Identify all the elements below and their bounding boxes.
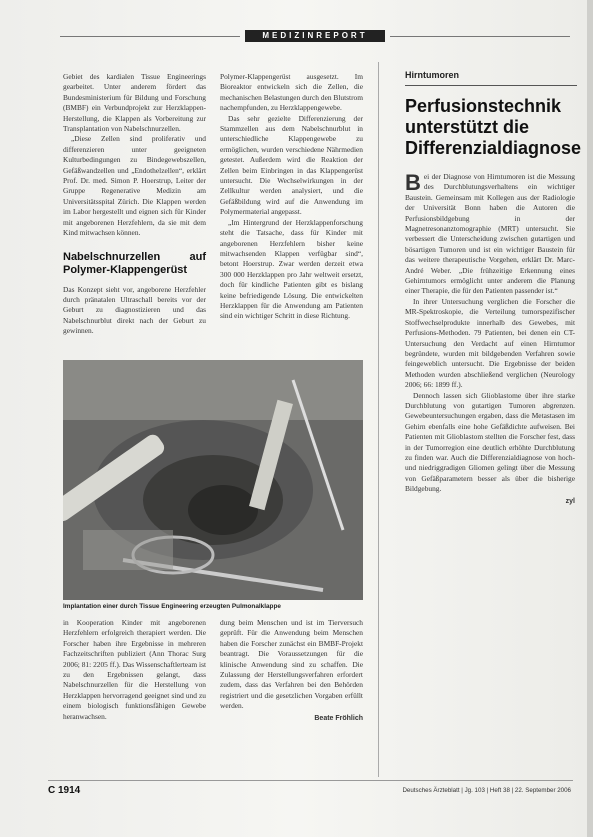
sidebar-paragraph: Dennoch lassen sich Glioblastome über ihre starke Durchblutung von gutartigen Tumoren abgrenzen. Gewebeuntersuchungen ergaben, dass die Metastasen im Gehirn ebenfalls eine hohe Gefäßdichte aufweisen. Bei Patienten mit Glioblastom stellten die Forscher fest, dass in der Tumorregion eine deutlich erhöhte Durchblutung zu finden war. Auch die Differenzialdiagnose von hoch- und niedriggradigen Gliomen gelingt über die Messung von Gefäßparametern besser als über die bisherige Bildgebung. <box>405 390 575 494</box>
sidebar-paragraph: In ihrer Untersuchung verglichen die Forscher die MR-Spektroskopie, die Verteilung tumorspezifischer Stoffwechselprodukte innerhalb des Gewebes, mit Perfusions-Methoden. 79 Patienten, bei denen ein CT-Untersuchung den Verdacht auf einen Hirntumor begründete, wurden mit bildgebenden Verfahren sowie feingeweblich untersucht. Die Ergebnisse der beiden Methoden wurden abschließend verglichen (Neurology 2006; 66: 1899 ff.). <box>405 296 575 390</box>
article-paragraph: in Kooperation Kinder mit angeborenen Herzfehlern erfolgreich therapiert werden. Die Forscher haben ihre Ergebnisse in mehreren Fachzeitschriften publiziert (Ann Thorac Surg 2006; 81: 2205 ff.). Das Wissenschaftlerteam ist zu den Ergebnissen gelangt, dass Nabelschnurzellen für die Herstellung von Herzklappen hervorragend geeignet sind und zu einem biologisch funktionsfähigen Gewebe heranwachsen. <box>63 618 206 721</box>
article-paragraph: „Diese Zellen sind proliferativ und differenzieren unter geeigneten Kulturbedingungen zu Bindegewebszellen, Gefäßwandzellen und „Endothelzellen“, erklärt Prof. Dr. med. Simon P. Hoerstrup, Leiter der Gruppe Regenerative Medizin am Universitätsspital Zürich. Die Klappen werden im Labor hergestellt und eignen sich für Kinder mit angeborenen Herzfehlern, da sie mit dem Kind mitwachsen können. <box>63 134 206 238</box>
photo-caption: Implantation einer durch Tissue Engineering erzeugten Pulmonalklappe <box>63 603 281 610</box>
sidebar-paragraph-text: ei der Diagnose von Hirntumoren ist die Messung des Durchblutungsverhaltens ein wichtiger Baustein. Gemeinsam mit Kollegen aus der Radiologie der Universität Bonn haben die Autoren die Perfusionsbildgebung in der Magnetresonanztomographie (MRT) untersucht. Sie verbessert die Unterscheidung zwischen gutartigen und bösartigen Tumoren und ist ein wichtiger Baustein für das weitere therapeutische Vorgehen, erklärt Dr. Marc-André Weber. „Die frühzeitige Erkennung eines Gehirntumors ermöglicht unter anderem die Planung einer Therapie, die für den Patienten passender ist.“ <box>405 172 575 296</box>
sidebar-signature: zyl <box>565 497 575 505</box>
surgery-photo <box>63 360 363 600</box>
header-rule-left <box>60 36 240 37</box>
article-subheading: Nabelschnurzellen auf Polymer-Klappengerüst <box>63 250 206 276</box>
surgery-photo-image <box>63 360 363 600</box>
article-paragraph: dung beim Menschen und ist im Tierversuch geprüft. Für die Anwendung beim Menschen haben die Forscher zunächst ein BMBF-Projekt beantragt. Die Voraussetzungen für die klinische Anwendung sind zu schaffen. Die Zulassung der Herstellungsverfahren erfordert zudem, dass das Verfahren bei den Behörden registriert und die gesetzlichen Vorgaben erfüllt werden. <box>220 618 363 711</box>
article-column-2-continued <box>220 618 363 724</box>
scan-edge-shadow <box>587 0 593 837</box>
sidebar-paragraph <box>405 172 575 297</box>
page-number: C 1914 <box>48 785 81 796</box>
article-paragraph: Gebiet des kardialen Tissue Engineerings gearbeitet. Unter anderem fördert das Bundesministerium für Bildung und Forschung (BMBF) ein Verbundprojekt zur Herzklappen-Herstellung, die Klappen als Vorbereitung zur Transplantation von Nabelschnurzellen. <box>63 72 206 134</box>
sidebar-kicker: Hirntumoren <box>405 70 459 80</box>
article-column-1 <box>63 72 206 337</box>
kicker-rule <box>405 85 577 86</box>
dropcap: B <box>405 170 421 195</box>
article-paragraph: Das sehr gezielte Differenzierung der Stammzellen aus dem Nabelschnurblut in unterschiedliche Klappengewebe zu ermöglichen, wurden verschiedene Nährmedien getestet. Außerdem wird die Reaktion der Zellen beim Einbringen in das Klappengerüst untersucht. Die Wechselwirkungen in der Zellkultur werden analysiert, und die Gefäßbildung wird auf die Anwendung im Polymermaterial angepasst. <box>220 113 363 217</box>
article-paragraph: „Im Hintergrund der Herzklappenforschung steht die Tatsache, dass für Kinder mit angeborenen Herzfehlern bisher keine mitwachsenden Klappen verfügbar sind“, betont Hoerstrup. Zwar werden derzeit etwa 300 000 Herzklappen pro Jahr weltweit ersetzt, doch für kindliche Patienten gibt es bislang keine befriedigende Lösung. Die entwickelten Herzklappen für die Anwendung am Patienten sind ein wichtiger Schritt in diese Richtung. <box>220 217 363 321</box>
column-divider <box>378 62 379 777</box>
article-column-1-continued <box>63 618 206 722</box>
journal-citation: Deutsches Ärzteblatt | Jg. 103 | Heft 38 | 22. September 2006 <box>402 787 571 794</box>
article-paragraph: Polymer-Klappengerüst ausgesetzt. Im Bioreaktor entwickeln sich die Zellen, die mechanischen Belastungen durch den Blutstrom nachempfunden, zu Herzklappengewebe. <box>220 72 363 113</box>
author-name: Beate Fröhlich <box>314 714 363 722</box>
sidebar-text <box>405 172 575 507</box>
article-paragraph: Das Konzept sieht vor, angeborene Herzfehler durch pränatalen Ultraschall bereits vor der Geburt zu diagnostizieren und das Nabelschnurblut direkt nach der Geburt zu gewinnen. <box>63 284 206 336</box>
header-rule-right <box>390 36 570 37</box>
section-header: MEDIZINREPORT <box>245 30 385 42</box>
footer-rule <box>48 780 573 781</box>
sidebar-title: Perfusionstechnik unterstützt die Differenzialdiagnose <box>405 96 582 158</box>
article-column-2 <box>220 72 363 322</box>
